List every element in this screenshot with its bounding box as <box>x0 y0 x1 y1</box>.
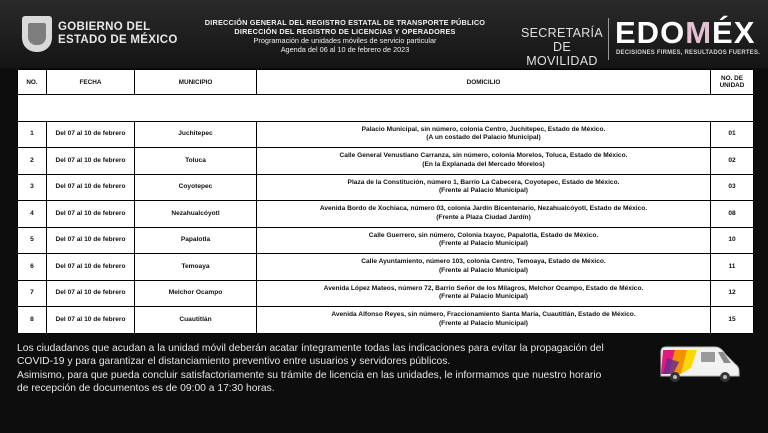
cell-no: 4 <box>18 201 47 228</box>
cell-domicilio <box>257 254 711 281</box>
notice-text <box>17 342 657 395</box>
mobile-unit-van-icon <box>657 344 741 384</box>
header-no: NO. <box>18 70 47 95</box>
cell-municipio: Temoaya <box>135 254 257 281</box>
cell-unidad: 01 <box>711 121 754 148</box>
domicilio-reference: (Frente al Palacio Municipal) <box>438 187 529 195</box>
cell-unidad: 12 <box>711 280 754 307</box>
title-line: DIRECCIÓN DEL REGISTRO DE LICENCIAS Y OPERADORES <box>234 27 456 36</box>
cell-no: 2 <box>18 148 47 175</box>
cell-no: 3 <box>18 174 47 201</box>
notice-line: COVID-19 y para garantizar el distanciamiento preventivo entre usuarios y servidores públicos. <box>17 356 451 368</box>
cell-domicilio <box>257 121 711 148</box>
cell-fecha: Del 07 al 10 de febrero <box>47 148 135 175</box>
cell-no: 7 <box>18 280 47 307</box>
edomex-logo <box>615 17 755 49</box>
cell-fecha: Del 07 al 10 de febrero <box>47 227 135 254</box>
cell-no: 6 <box>18 254 47 281</box>
cell-fecha: Del 07 al 10 de febrero <box>47 201 135 228</box>
cell-domicilio <box>257 280 711 307</box>
cell-municipio: Coyotepec <box>135 174 257 201</box>
cell-domicilio <box>257 148 711 175</box>
domicilio-reference: (Frente al Palacio Municipal) <box>438 266 529 274</box>
table-header-row <box>18 70 754 95</box>
header-domicilio: DOMICILIO <box>257 70 711 95</box>
domicilio-address: Palacio Municipal, sin número, colonia Centro, Juchitepec, Estado de México. <box>361 125 606 133</box>
domicilio-address: Avenida López Mateos, número 72, Barrio Señor de los Milagros, Melchor Ocampo, Estado de México. <box>323 284 644 292</box>
domicilio-address: Plaza de la Constitución, número 1, Barrio La Cabecera, Coyotepec, Estado de México. <box>347 178 620 186</box>
header-unidad: NO. DE UNIDAD <box>711 70 754 95</box>
cell-municipio: Toluca <box>135 148 257 175</box>
domicilio-address: Calle Ayuntamiento, número 103, colonia Centro, Temoaya, Estado de México. <box>361 258 606 266</box>
cell-domicilio <box>257 174 711 201</box>
state-shield-icon <box>22 16 52 52</box>
domicilio-address: Avenida Bordo de Xochiaca, número 03, colonia Jardín Bicentenario, Nezahualcóyotl, Estado de México. <box>319 205 648 213</box>
cell-municipio: Melchor Ocampo <box>135 280 257 307</box>
secretaria-line1: SECRETARÍA DE <box>521 26 603 54</box>
domicilio-reference: (A un costado del Palacio Municipal) <box>426 134 541 142</box>
notice-line: Los ciudadanos que acudan a la unidad móvil deberán acatar íntegramente todas las indicaciones para evitar la propagación del <box>17 343 604 354</box>
cell-no: 8 <box>18 307 47 334</box>
domicilio-reference: (Frente a Plaza Ciudad Jardín) <box>436 213 531 221</box>
spacer-row <box>18 95 754 122</box>
domicilio-reference: (En la Explanada del Mercado Morelos) <box>422 160 545 168</box>
secretaria-movilidad-logo <box>518 26 606 68</box>
domicilio-address: Calle Guerrero, sin número, Colonia Ixayoc, Papalotla, Estado de México. <box>368 231 599 239</box>
domicilio-reference: (Frente al Palacio Municipal) <box>438 319 529 327</box>
cell-unidad: 03 <box>711 174 754 201</box>
agenda-table <box>17 69 754 334</box>
cell-domicilio <box>257 227 711 254</box>
table-row <box>18 307 754 334</box>
cell-municipio: Nezahualcóyotl <box>135 201 257 228</box>
header-fecha: FECHA <box>47 70 135 95</box>
cell-domicilio <box>257 201 711 228</box>
table-row <box>18 254 754 281</box>
title-line: Agenda del 06 al 10 de febrero de 2023 <box>280 45 410 54</box>
title-line: Programación de unidades móviles de servicio particular <box>253 36 437 45</box>
edomex-suffix: ÉX <box>712 15 756 50</box>
domicilio-reference: (Frente al Palacio Municipal) <box>438 240 529 248</box>
table-row <box>18 121 754 148</box>
cell-unidad: 15 <box>711 307 754 334</box>
logo-divider <box>608 18 609 60</box>
table-row <box>18 227 754 254</box>
domicilio-reference: (Frente al Palacio Municipal) <box>438 293 529 301</box>
gov-name-line1: GOBIERNO DEL <box>58 21 151 33</box>
cell-fecha: Del 07 al 10 de febrero <box>47 174 135 201</box>
cell-fecha: Del 07 al 10 de febrero <box>47 280 135 307</box>
edomex-m: M <box>685 15 713 50</box>
notice-line: Asimismo, para que pueda concluir satisfactoriamente su trámite de licencia en las unidades, le informamos que nuestro horario <box>17 369 602 381</box>
domicilio-address: Avenida Alfonso Reyes, sin número, Fraccionamiento Santa María, Cuautitlán, Estado de México. <box>331 311 636 319</box>
cell-fecha: Del 07 al 10 de febrero <box>47 307 135 334</box>
cell-unidad: 08 <box>711 201 754 228</box>
cell-no: 1 <box>18 121 47 148</box>
domicilio-address: Calle General Venustiano Carranza, sin número, colonia Morelos, Toluca, Estado de México. <box>339 152 628 160</box>
header-banner <box>0 0 768 68</box>
gov-name-line2: ESTADO DE MÉXICO <box>58 34 178 46</box>
cell-unidad: 02 <box>711 148 754 175</box>
cell-domicilio <box>257 307 711 334</box>
edomex-prefix: EDO <box>615 15 686 50</box>
cell-municipio: Juchitepec <box>135 121 257 148</box>
secretaria-line2: MOVILIDAD <box>526 54 598 68</box>
cell-fecha: Del 07 al 10 de febrero <box>47 254 135 281</box>
gobierno-logo <box>22 16 178 52</box>
table-row <box>18 174 754 201</box>
cell-municipio: Papalotla <box>135 227 257 254</box>
cell-no: 5 <box>18 227 47 254</box>
table-row <box>18 280 754 307</box>
cell-municipio: Cuautitlán <box>135 307 257 334</box>
cell-fecha: Del 07 al 10 de febrero <box>47 121 135 148</box>
edomex-slogan: DECISIONES FIRMES, RESULTADOS FUERTES. <box>616 50 761 56</box>
agenda-title <box>180 18 510 54</box>
cell-unidad: 10 <box>711 227 754 254</box>
header-municipio: MUNICIPIO <box>135 70 257 95</box>
table-row <box>18 201 754 228</box>
notice-line: de recepción de documentos es de 09:00 a 17:30 horas. <box>17 382 275 394</box>
cell-unidad: 11 <box>711 254 754 281</box>
title-line: DIRECCIÓN GENERAL DEL REGISTRO ESTATAL DE TRANSPORTE PÚBLICO <box>204 18 486 27</box>
table-row <box>18 148 754 175</box>
